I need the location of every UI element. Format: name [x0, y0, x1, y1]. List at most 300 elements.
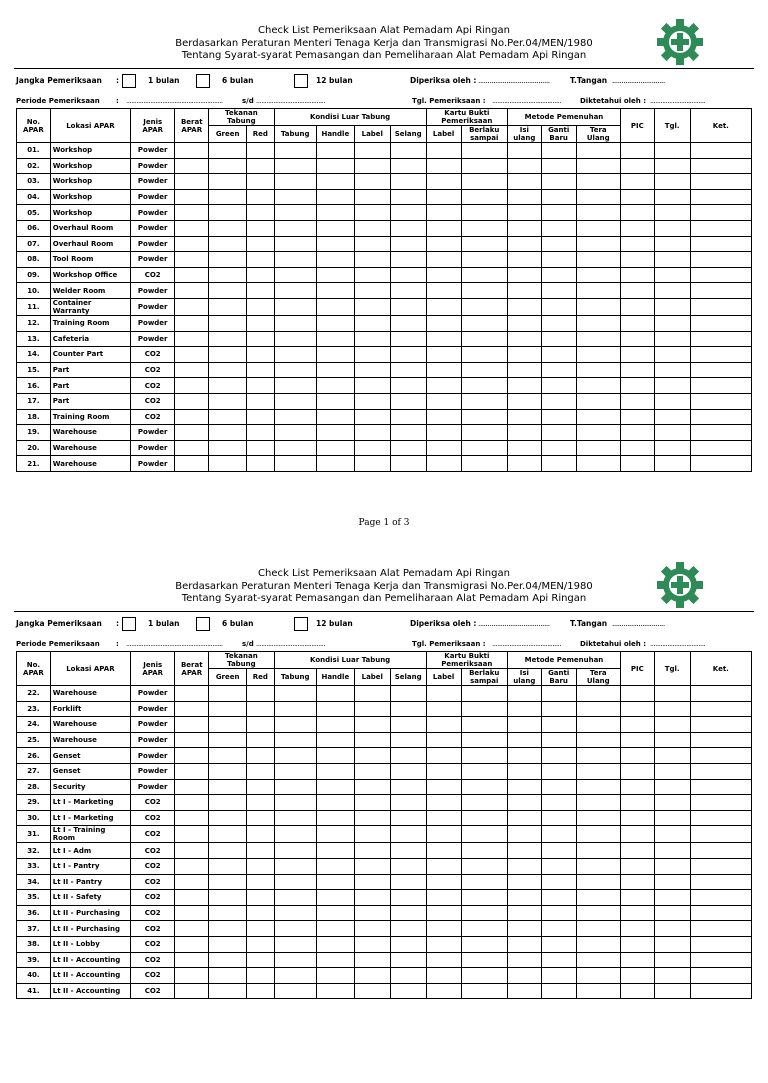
cell-isi-ulang[interactable] — [507, 378, 541, 394]
cell-ket[interactable] — [690, 252, 751, 268]
cell-selang[interactable] — [390, 252, 426, 268]
cell-label[interactable] — [354, 826, 390, 843]
cell-red[interactable] — [247, 843, 274, 859]
cell-tera-ulang[interactable] — [576, 347, 620, 363]
cell-pic[interactable] — [620, 220, 654, 236]
cell-red[interactable] — [247, 874, 274, 890]
cell-berlaku[interactable] — [461, 236, 507, 252]
cell-kartu-label[interactable] — [426, 331, 461, 347]
cell-tgl[interactable] — [654, 205, 690, 221]
cell-pic[interactable] — [620, 331, 654, 347]
cell-selang[interactable] — [390, 331, 426, 347]
cell-green[interactable] — [209, 843, 247, 859]
cell-kartu-label[interactable] — [426, 779, 461, 795]
cell-ganti-baru[interactable] — [541, 983, 576, 999]
checkbox-12-bulan[interactable] — [294, 617, 308, 631]
cell-berat[interactable] — [175, 252, 209, 268]
cell-berlaku[interactable] — [461, 921, 507, 937]
cell-tgl[interactable] — [654, 158, 690, 174]
cell-selang[interactable] — [390, 968, 426, 984]
cell-pic[interactable] — [620, 378, 654, 394]
cell-berat[interactable] — [175, 189, 209, 205]
cell-berat[interactable] — [175, 393, 209, 409]
cell-ket[interactable] — [690, 843, 751, 859]
cell-isi-ulang[interactable] — [507, 347, 541, 363]
cell-isi-ulang[interactable] — [507, 158, 541, 174]
cell-tgl[interactable] — [654, 283, 690, 299]
cell-kartu-label[interactable] — [426, 686, 461, 702]
cell-berlaku[interactable] — [461, 983, 507, 999]
cell-berat[interactable] — [175, 921, 209, 937]
cell-green[interactable] — [209, 779, 247, 795]
cell-berat[interactable] — [175, 905, 209, 921]
cell-isi-ulang[interactable] — [507, 220, 541, 236]
cell-tera-ulang[interactable] — [576, 456, 620, 472]
cell-tgl[interactable] — [654, 315, 690, 331]
cell-tera-ulang[interactable] — [576, 158, 620, 174]
cell-tabung[interactable] — [274, 283, 316, 299]
cell-handle[interactable] — [316, 795, 354, 811]
cell-isi-ulang[interactable] — [507, 810, 541, 826]
checkbox-6-bulan[interactable] — [196, 74, 210, 88]
cell-tabung[interactable] — [274, 252, 316, 268]
cell-tabung[interactable] — [274, 717, 316, 733]
cell-tgl[interactable] — [654, 701, 690, 717]
cell-tera-ulang[interactable] — [576, 890, 620, 906]
cell-isi-ulang[interactable] — [507, 362, 541, 378]
cell-red[interactable] — [247, 779, 274, 795]
cell-pic[interactable] — [620, 826, 654, 843]
cell-green[interactable] — [209, 331, 247, 347]
cell-label[interactable] — [354, 905, 390, 921]
cell-ganti-baru[interactable] — [541, 810, 576, 826]
cell-ganti-baru[interactable] — [541, 174, 576, 190]
cell-tera-ulang[interactable] — [576, 843, 620, 859]
cell-green[interactable] — [209, 378, 247, 394]
cell-tgl[interactable] — [654, 810, 690, 826]
cell-ganti-baru[interactable] — [541, 409, 576, 425]
cell-kartu-label[interactable] — [426, 252, 461, 268]
cell-selang[interactable] — [390, 763, 426, 779]
cell-label[interactable] — [354, 810, 390, 826]
cell-selang[interactable] — [390, 921, 426, 937]
cell-selang[interactable] — [390, 378, 426, 394]
cell-handle[interactable] — [316, 283, 354, 299]
cell-ganti-baru[interactable] — [541, 220, 576, 236]
cell-green[interactable] — [209, 236, 247, 252]
cell-handle[interactable] — [316, 409, 354, 425]
cell-pic[interactable] — [620, 362, 654, 378]
cell-green[interactable] — [209, 174, 247, 190]
cell-tera-ulang[interactable] — [576, 378, 620, 394]
cell-red[interactable] — [247, 236, 274, 252]
cell-red[interactable] — [247, 315, 274, 331]
cell-tabung[interactable] — [274, 315, 316, 331]
cell-ket[interactable] — [690, 236, 751, 252]
cell-selang[interactable] — [390, 174, 426, 190]
cell-pic[interactable] — [620, 858, 654, 874]
cell-ket[interactable] — [690, 298, 751, 315]
cell-ket[interactable] — [690, 174, 751, 190]
cell-red[interactable] — [247, 298, 274, 315]
cell-ganti-baru[interactable] — [541, 440, 576, 456]
cell-tera-ulang[interactable] — [576, 936, 620, 952]
cell-tabung[interactable] — [274, 189, 316, 205]
cell-tabung[interactable] — [274, 425, 316, 441]
cell-green[interactable] — [209, 362, 247, 378]
cell-tera-ulang[interactable] — [576, 362, 620, 378]
checkbox-1-bulan[interactable] — [122, 617, 136, 631]
cell-tera-ulang[interactable] — [576, 905, 620, 921]
cell-tera-ulang[interactable] — [576, 810, 620, 826]
cell-green[interactable] — [209, 143, 247, 159]
cell-isi-ulang[interactable] — [507, 425, 541, 441]
cell-pic[interactable] — [620, 456, 654, 472]
cell-red[interactable] — [247, 858, 274, 874]
cell-isi-ulang[interactable] — [507, 843, 541, 859]
cell-berlaku[interactable] — [461, 393, 507, 409]
cell-tgl[interactable] — [654, 732, 690, 748]
cell-green[interactable] — [209, 921, 247, 937]
cell-ganti-baru[interactable] — [541, 763, 576, 779]
cell-selang[interactable] — [390, 905, 426, 921]
cell-pic[interactable] — [620, 315, 654, 331]
cell-handle[interactable] — [316, 905, 354, 921]
cell-berat[interactable] — [175, 456, 209, 472]
cell-ket[interactable] — [690, 205, 751, 221]
cell-berlaku[interactable] — [461, 158, 507, 174]
cell-pic[interactable] — [620, 763, 654, 779]
cell-tera-ulang[interactable] — [576, 826, 620, 843]
cell-ket[interactable] — [690, 315, 751, 331]
cell-red[interactable] — [247, 826, 274, 843]
cell-berat[interactable] — [175, 205, 209, 221]
cell-green[interactable] — [209, 283, 247, 299]
cell-ganti-baru[interactable] — [541, 315, 576, 331]
cell-tgl[interactable] — [654, 717, 690, 733]
cell-pic[interactable] — [620, 983, 654, 999]
cell-green[interactable] — [209, 968, 247, 984]
cell-tabung[interactable] — [274, 952, 316, 968]
cell-pic[interactable] — [620, 283, 654, 299]
cell-berat[interactable] — [175, 331, 209, 347]
cell-ganti-baru[interactable] — [541, 905, 576, 921]
cell-red[interactable] — [247, 378, 274, 394]
cell-pic[interactable] — [620, 748, 654, 764]
cell-handle[interactable] — [316, 267, 354, 283]
cell-green[interactable] — [209, 795, 247, 811]
cell-tabung[interactable] — [274, 701, 316, 717]
cell-isi-ulang[interactable] — [507, 905, 541, 921]
cell-green[interactable] — [209, 763, 247, 779]
cell-red[interactable] — [247, 763, 274, 779]
cell-ganti-baru[interactable] — [541, 425, 576, 441]
periode-start-field[interactable]: ........................................................ — [126, 640, 223, 648]
diperiksa-field[interactable]: ...................................... — [478, 76, 550, 85]
cell-berlaku[interactable] — [461, 189, 507, 205]
cell-label[interactable] — [354, 362, 390, 378]
cell-berat[interactable] — [175, 843, 209, 859]
cell-red[interactable] — [247, 732, 274, 748]
cell-red[interactable] — [247, 456, 274, 472]
cell-berlaku[interactable] — [461, 440, 507, 456]
cell-label[interactable] — [354, 331, 390, 347]
cell-berlaku[interactable] — [461, 347, 507, 363]
cell-pic[interactable] — [620, 717, 654, 733]
cell-pic[interactable] — [620, 968, 654, 984]
cell-handle[interactable] — [316, 456, 354, 472]
cell-pic[interactable] — [620, 347, 654, 363]
cell-selang[interactable] — [390, 717, 426, 733]
cell-ganti-baru[interactable] — [541, 205, 576, 221]
cell-ket[interactable] — [690, 267, 751, 283]
cell-ket[interactable] — [690, 331, 751, 347]
cell-tgl[interactable] — [654, 331, 690, 347]
cell-tgl[interactable] — [654, 362, 690, 378]
cell-green[interactable] — [209, 267, 247, 283]
cell-isi-ulang[interactable] — [507, 826, 541, 843]
cell-selang[interactable] — [390, 686, 426, 702]
cell-tera-ulang[interactable] — [576, 174, 620, 190]
cell-red[interactable] — [247, 393, 274, 409]
cell-berat[interactable] — [175, 315, 209, 331]
cell-ganti-baru[interactable] — [541, 890, 576, 906]
cell-ganti-baru[interactable] — [541, 748, 576, 764]
cell-tgl[interactable] — [654, 189, 690, 205]
cell-ganti-baru[interactable] — [541, 393, 576, 409]
cell-tgl[interactable] — [654, 409, 690, 425]
cell-berat[interactable] — [175, 686, 209, 702]
cell-berat[interactable] — [175, 763, 209, 779]
cell-berat[interactable] — [175, 732, 209, 748]
cell-green[interactable] — [209, 732, 247, 748]
cell-selang[interactable] — [390, 362, 426, 378]
checkbox-1-bulan[interactable] — [122, 74, 136, 88]
cell-tabung[interactable] — [274, 362, 316, 378]
cell-isi-ulang[interactable] — [507, 717, 541, 733]
cell-tabung[interactable] — [274, 795, 316, 811]
cell-tabung[interactable] — [274, 748, 316, 764]
cell-tera-ulang[interactable] — [576, 220, 620, 236]
cell-green[interactable] — [209, 874, 247, 890]
cell-ket[interactable] — [690, 220, 751, 236]
cell-berat[interactable] — [175, 298, 209, 315]
cell-isi-ulang[interactable] — [507, 858, 541, 874]
cell-handle[interactable] — [316, 378, 354, 394]
cell-kartu-label[interactable] — [426, 393, 461, 409]
periode-start-field[interactable]: ........................................................ — [126, 97, 223, 105]
cell-tera-ulang[interactable] — [576, 236, 620, 252]
cell-handle[interactable] — [316, 701, 354, 717]
cell-ket[interactable] — [690, 748, 751, 764]
cell-green[interactable] — [209, 952, 247, 968]
cell-green[interactable] — [209, 936, 247, 952]
cell-ganti-baru[interactable] — [541, 267, 576, 283]
cell-isi-ulang[interactable] — [507, 174, 541, 190]
cell-isi-ulang[interactable] — [507, 732, 541, 748]
cell-green[interactable] — [209, 810, 247, 826]
cell-ganti-baru[interactable] — [541, 968, 576, 984]
cell-handle[interactable] — [316, 143, 354, 159]
cell-isi-ulang[interactable] — [507, 143, 541, 159]
cell-berat[interactable] — [175, 440, 209, 456]
diketahui-field[interactable]: ................................ — [650, 640, 706, 648]
cell-berat[interactable] — [175, 952, 209, 968]
cell-tera-ulang[interactable] — [576, 686, 620, 702]
cell-pic[interactable] — [620, 779, 654, 795]
cell-pic[interactable] — [620, 905, 654, 921]
cell-handle[interactable] — [316, 890, 354, 906]
cell-berlaku[interactable] — [461, 220, 507, 236]
cell-handle[interactable] — [316, 717, 354, 733]
cell-ganti-baru[interactable] — [541, 936, 576, 952]
cell-label[interactable] — [354, 921, 390, 937]
cell-isi-ulang[interactable] — [507, 983, 541, 999]
cell-label[interactable] — [354, 874, 390, 890]
cell-handle[interactable] — [316, 174, 354, 190]
cell-ganti-baru[interactable] — [541, 686, 576, 702]
cell-label[interactable] — [354, 843, 390, 859]
cell-pic[interactable] — [620, 440, 654, 456]
cell-pic[interactable] — [620, 425, 654, 441]
cell-isi-ulang[interactable] — [507, 795, 541, 811]
cell-label[interactable] — [354, 252, 390, 268]
cell-green[interactable] — [209, 220, 247, 236]
cell-green[interactable] — [209, 252, 247, 268]
cell-kartu-label[interactable] — [426, 701, 461, 717]
cell-handle[interactable] — [316, 315, 354, 331]
cell-berat[interactable] — [175, 409, 209, 425]
cell-ket[interactable] — [690, 890, 751, 906]
cell-ket[interactable] — [690, 810, 751, 826]
cell-ket[interactable] — [690, 189, 751, 205]
cell-tabung[interactable] — [274, 456, 316, 472]
cell-tera-ulang[interactable] — [576, 425, 620, 441]
cell-kartu-label[interactable] — [426, 409, 461, 425]
cell-pic[interactable] — [620, 174, 654, 190]
cell-berlaku[interactable] — [461, 298, 507, 315]
cell-selang[interactable] — [390, 779, 426, 795]
cell-kartu-label[interactable] — [426, 983, 461, 999]
cell-label[interactable] — [354, 890, 390, 906]
cell-tabung[interactable] — [274, 378, 316, 394]
cell-berat[interactable] — [175, 810, 209, 826]
cell-tabung[interactable] — [274, 905, 316, 921]
cell-handle[interactable] — [316, 298, 354, 315]
cell-ket[interactable] — [690, 874, 751, 890]
cell-tabung[interactable] — [274, 409, 316, 425]
cell-handle[interactable] — [316, 874, 354, 890]
cell-ganti-baru[interactable] — [541, 158, 576, 174]
cell-red[interactable] — [247, 905, 274, 921]
cell-handle[interactable] — [316, 936, 354, 952]
cell-tabung[interactable] — [274, 779, 316, 795]
cell-tabung[interactable] — [274, 143, 316, 159]
cell-tabung[interactable] — [274, 732, 316, 748]
cell-ket[interactable] — [690, 283, 751, 299]
cell-kartu-label[interactable] — [426, 858, 461, 874]
cell-berlaku[interactable] — [461, 748, 507, 764]
cell-berlaku[interactable] — [461, 717, 507, 733]
cell-pic[interactable] — [620, 298, 654, 315]
cell-handle[interactable] — [316, 686, 354, 702]
cell-berat[interactable] — [175, 362, 209, 378]
cell-tera-ulang[interactable] — [576, 267, 620, 283]
periode-end-field[interactable]: ........................................ — [256, 640, 326, 648]
cell-tgl[interactable] — [654, 858, 690, 874]
cell-ganti-baru[interactable] — [541, 779, 576, 795]
cell-label[interactable] — [354, 858, 390, 874]
cell-isi-ulang[interactable] — [507, 331, 541, 347]
cell-selang[interactable] — [390, 874, 426, 890]
cell-tabung[interactable] — [274, 331, 316, 347]
cell-kartu-label[interactable] — [426, 347, 461, 363]
cell-tera-ulang[interactable] — [576, 748, 620, 764]
cell-ganti-baru[interactable] — [541, 858, 576, 874]
cell-isi-ulang[interactable] — [507, 267, 541, 283]
cell-selang[interactable] — [390, 158, 426, 174]
cell-tera-ulang[interactable] — [576, 732, 620, 748]
cell-selang[interactable] — [390, 795, 426, 811]
cell-berat[interactable] — [175, 936, 209, 952]
cell-tgl[interactable] — [654, 686, 690, 702]
cell-selang[interactable] — [390, 236, 426, 252]
cell-tgl[interactable] — [654, 378, 690, 394]
cell-red[interactable] — [247, 952, 274, 968]
cell-selang[interactable] — [390, 936, 426, 952]
cell-tgl[interactable] — [654, 425, 690, 441]
cell-pic[interactable] — [620, 921, 654, 937]
cell-berlaku[interactable] — [461, 143, 507, 159]
cell-green[interactable] — [209, 298, 247, 315]
cell-isi-ulang[interactable] — [507, 189, 541, 205]
tgl-pemeriksaan-field[interactable]: ........................................ — [492, 640, 562, 648]
cell-tabung[interactable] — [274, 393, 316, 409]
cell-isi-ulang[interactable] — [507, 968, 541, 984]
cell-tera-ulang[interactable] — [576, 331, 620, 347]
cell-red[interactable] — [247, 143, 274, 159]
cell-selang[interactable] — [390, 298, 426, 315]
cell-handle[interactable] — [316, 748, 354, 764]
cell-berat[interactable] — [175, 858, 209, 874]
cell-red[interactable] — [247, 686, 274, 702]
cell-kartu-label[interactable] — [426, 362, 461, 378]
cell-berlaku[interactable] — [461, 425, 507, 441]
cell-berlaku[interactable] — [461, 701, 507, 717]
cell-ganti-baru[interactable] — [541, 236, 576, 252]
cell-selang[interactable] — [390, 409, 426, 425]
cell-ket[interactable] — [690, 143, 751, 159]
cell-selang[interactable] — [390, 858, 426, 874]
cell-ket[interactable] — [690, 456, 751, 472]
cell-berlaku[interactable] — [461, 362, 507, 378]
cell-tera-ulang[interactable] — [576, 874, 620, 890]
cell-tabung[interactable] — [274, 267, 316, 283]
cell-label[interactable] — [354, 952, 390, 968]
cell-tabung[interactable] — [274, 968, 316, 984]
cell-tgl[interactable] — [654, 779, 690, 795]
cell-handle[interactable] — [316, 921, 354, 937]
cell-handle[interactable] — [316, 236, 354, 252]
cell-isi-ulang[interactable] — [507, 779, 541, 795]
cell-label[interactable] — [354, 347, 390, 363]
cell-berlaku[interactable] — [461, 409, 507, 425]
cell-pic[interactable] — [620, 843, 654, 859]
cell-kartu-label[interactable] — [426, 315, 461, 331]
cell-red[interactable] — [247, 220, 274, 236]
cell-kartu-label[interactable] — [426, 905, 461, 921]
cell-red[interactable] — [247, 283, 274, 299]
